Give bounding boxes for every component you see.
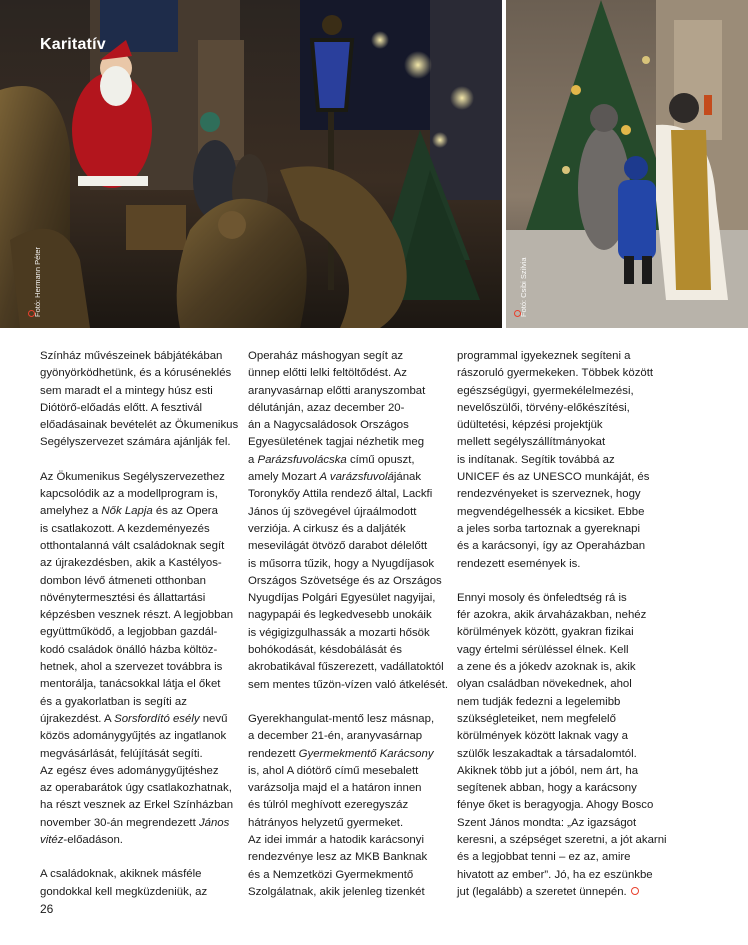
text-line: és a karácsonyi, így az Operaházban [457, 540, 646, 553]
article-paragraph [40, 348, 239, 452]
text-line: a zene és a jókedv azoknak is, akik [457, 661, 636, 674]
text-line: János új szövegével újraálmodott [248, 505, 417, 518]
page-number: 26 [40, 902, 54, 916]
text-line: is indítanak. Segítik továbbá az [457, 453, 615, 466]
text-line: aranyvasárnap előtti aranyszombat [248, 384, 426, 397]
text-line: Országos Szövetsége és az Országos [248, 574, 442, 587]
family-photo [506, 0, 748, 328]
text-line: bohókodását, késdobálását és [248, 644, 402, 657]
text-line: kodó családok önálló házba költöz- [40, 643, 218, 656]
text-line: üdültetési, képzési projektjük [457, 419, 603, 432]
text-line: varázsolja majd el a határon innen [248, 782, 422, 795]
text-line: fénye őket is beragyogja. Ahogy Bosco [457, 799, 654, 812]
text-line: sem mentes tűzön-vízen való átkelését. [248, 678, 449, 691]
text-line: amelyhez a Nők Lapja és az Opera [40, 505, 218, 518]
text-line: megvásárlását, felújítását segíti. [40, 747, 203, 760]
text-line: Szolgálatnak, akik jelenleg tizenkét [248, 885, 425, 898]
text-line: vagy értelmi sérüléssel élnek. Kell [457, 643, 629, 656]
text-line: ünnep előtti lelki feltöltődést. Az [248, 367, 407, 380]
text-line: mentorálja, tanácsokkal látja el őket [40, 678, 221, 691]
text-line: rendezvénye lesz az MKB Banknak [248, 851, 428, 864]
text-line: szükségleteiket, nem megfelelő [457, 712, 616, 725]
text-line: Toronykőy Attila rendező által, Lackfi [248, 488, 433, 501]
text-line: rendezett események is. [457, 557, 581, 570]
photo-credit-left: Fotó: Hermann Péter [33, 246, 42, 317]
text-line: egészségügyi, gyermekélelmezési, [457, 384, 634, 397]
text-line: Akiknek több jut a jóból, nem árt, ha [457, 764, 639, 777]
text-line: segítenek abban, hogy a karácsony [457, 782, 637, 795]
text-line: is csatlakozott. A kezdeményezés [40, 522, 210, 535]
article-paragraph [40, 469, 236, 850]
text-line: hátrányos helyzetű gyermeket. [248, 816, 404, 829]
text-line: gyönyörködhetünk, és a kóruséneklés [40, 367, 232, 380]
text-line: az operabarátok úgy csatlakozhatnak, [40, 782, 232, 795]
article-column-1 [40, 348, 239, 901]
text-line: nagypapái és legkedvesebb unokáik [248, 609, 432, 622]
text-line: Az egész éves adománygyűjtéshez [40, 764, 219, 777]
text-line: előadásainak bevételét az Ökumenikus [40, 419, 239, 432]
text-line: Diótörő-előadás előtt. A fesztivál [40, 401, 203, 414]
article-paragraph [248, 348, 448, 694]
text-line: szülők leszakadtak a társadalomtól. [457, 747, 637, 760]
text-line: is, ahol A diótörő című mesebalett [248, 764, 419, 777]
text-line: vitéz-előadáson. [40, 834, 123, 847]
text-line: programmal igyekeznek segíteni a [457, 350, 631, 362]
article-paragraph [457, 348, 667, 573]
text-line: megvendégelhessék a kicsiket. Ebbe [457, 505, 645, 518]
text-line: körülmények között laknak vagy a [457, 730, 628, 743]
text-line: körülmények között, gyakran fizikai [457, 626, 634, 639]
text-line: amely Mozart A varázsfuvolájának [248, 471, 422, 484]
text-line: a december 21-én, aranyvasárnap [248, 730, 423, 743]
text-line: a Parázsfuvolácska című opuszt, [248, 453, 415, 466]
text-line: nem tudják fedezni a legelemibb [457, 695, 621, 708]
text-line: hetnek, ahol a szervezet továbbra is [40, 661, 223, 674]
text-line: verziója. A cirkusz és a daljáték [248, 522, 406, 535]
text-line: rászoruló gyermekeken. Többek között [457, 367, 654, 380]
text-line: Az Ökumenikus Segélyszervezethez [40, 470, 225, 483]
text-line: kapcsolódik az a modellprogram is, [40, 488, 218, 501]
text-line: az újrakezdésben, akik a Kastélyos- [40, 557, 222, 570]
text-line: Színház művészeinek bábjátékában [40, 350, 223, 362]
text-line: Gyerekhangulat-mentő lesz másnap, [248, 712, 435, 725]
section-label: Karitatív [40, 36, 106, 53]
text-line: is műsorra tűzik, hogy a Nyugdíjasok [248, 557, 435, 570]
text-line: Ennyi mosoly és önfeledtség rá is [457, 591, 627, 604]
photo-credit-right: Fotó: Csibi Szilvia [519, 257, 528, 317]
text-line: újrakezdést. A Sorsfordító esély nevű [40, 712, 228, 725]
text-line: án a Nagycsaládosok Országos [248, 419, 409, 432]
text-line: fér azokra, akik árvaházakban, nehéz [457, 609, 647, 622]
text-line: olyan családban növekednek, ahol [457, 678, 632, 691]
article-paragraph [248, 711, 448, 901]
text-line: dombon lévő átmeneti otthonban [40, 574, 206, 587]
text-line: nevelőszülői, törvény-előkészítési, [457, 401, 630, 414]
text-line: jut (legalább) a szeretet ünnepén. [457, 884, 667, 901]
text-line: UNICEF és az UNESCO munkáját, és [457, 471, 650, 484]
text-line: Az idei immár a hatodik karácsonyi [248, 834, 424, 847]
text-line: és a legjobbat tenni – ez az, amire [457, 851, 631, 864]
santa-photo [0, 0, 502, 328]
text-line: közös adománygyűjtés az ingatlanok [40, 730, 227, 743]
text-line: keresni, a szépséget szeretni, a jót akarni [457, 834, 667, 847]
text-line: Segélyszervezet számára ajánlják fel. [40, 436, 231, 449]
text-line: rendezett Gyermekmentő Karácsony [248, 747, 434, 760]
text-line: Egyesületének tagjai nézhetik meg [248, 436, 425, 449]
text-line: sem maradt el a mintegy húsz esti [40, 384, 213, 397]
article-paragraph [457, 590, 667, 901]
text-line: és a gyakorlatban is segíti az [40, 695, 187, 708]
article-column-3 [457, 348, 667, 901]
text-line: és a Nemzetközi Gyermekmentő [248, 868, 414, 881]
text-line: otthontalanná vált családoknak segít [40, 539, 225, 552]
text-line: együttműködő, a legjobban gazdál- [40, 626, 218, 639]
text-line: is végigizgulhassák a mozarti hősök [248, 626, 430, 639]
text-line: növénytermesztési és állattartási [40, 591, 206, 604]
text-line: rendezvényeket is szerveznek, hogy [457, 488, 641, 501]
article-paragraph [40, 866, 236, 901]
article-column-2 [248, 348, 448, 901]
end-of-article-icon [631, 887, 639, 895]
text-line: hivatott az ember”. Jó, ha ez eszünkbe [457, 868, 653, 881]
text-line: gondokkal kell megküzdeniük, az [40, 885, 208, 898]
text-line: délutánján, azaz december 20- [248, 401, 405, 414]
text-line: Nyugdíjas Polgári Egyesület nagyijai, [248, 592, 436, 605]
text-line: mellett segélyszállítmányokat [457, 436, 606, 449]
family-photo-illustration [506, 0, 748, 328]
text-line: ha részt vesznek az Erkel Színházban [40, 799, 234, 812]
text-line: képzésben vesznek részt. A legjobban [40, 609, 234, 622]
text-line: akrobatikával fűszerezett, vadállatoktól [248, 661, 444, 674]
text-line: a jeles sorba tartoznak a gyereknapi [457, 522, 640, 535]
text-line: Szent János mondta: „Az igazságot [457, 816, 637, 829]
text-line: A családoknak, akiknek másféle [40, 868, 202, 881]
text-line: november 30-án megrendezett János [40, 816, 230, 829]
text-line: és túlról meghívott ezeregyszáz [248, 799, 409, 812]
text-line: mesevilágát ötvöző darabot délelőtt [248, 540, 428, 553]
text-line: Operaház máshogyan segít az [248, 350, 404, 362]
